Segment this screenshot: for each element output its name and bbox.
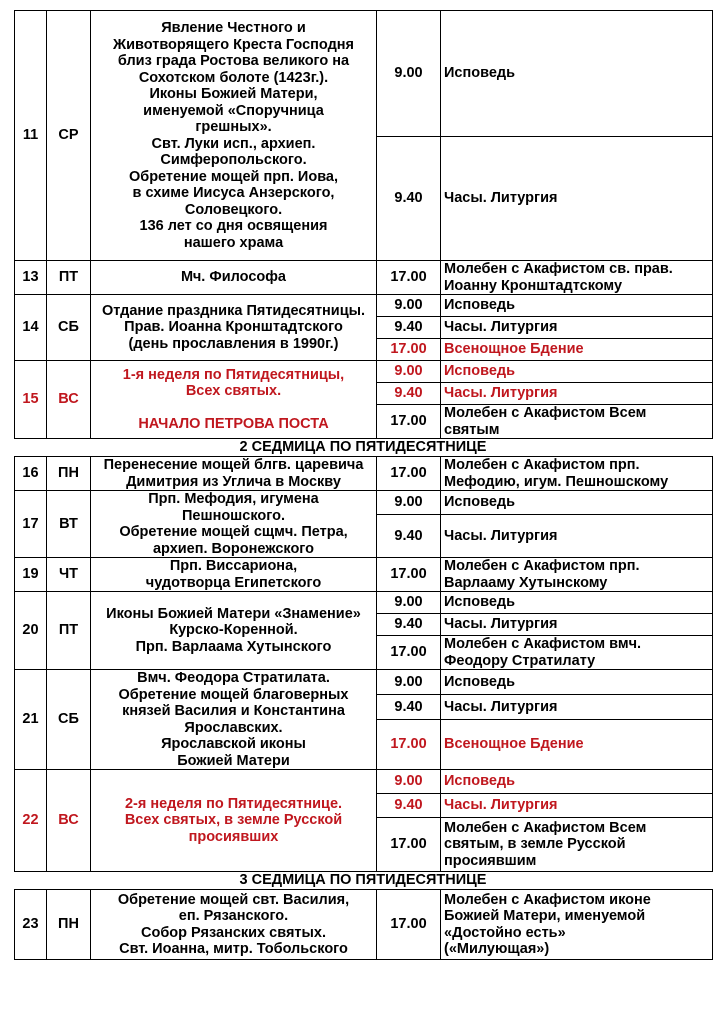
service-time: 17.00 [377, 818, 441, 872]
schedule-table-week3 [14, 889, 713, 960]
service-line: Варлааму Хутынскому [444, 574, 608, 591]
feast-description [91, 592, 377, 670]
weekday: ВТ [47, 491, 91, 558]
schedule-row [15, 295, 713, 317]
schedule-row [15, 558, 713, 592]
service-time: 9.40 [377, 317, 441, 339]
feast-line: именуемой «Споручница [143, 102, 324, 119]
service-time: 17.00 [377, 558, 441, 592]
feast-line: Обретение мощей сщмч. Петра, [119, 524, 348, 540]
weekday: ВС [47, 770, 91, 872]
service-time: 17.00 [377, 457, 441, 491]
weekday: СБ [47, 670, 91, 770]
feast-line: князей Василия и Константина [122, 703, 345, 719]
service-line: Исповедь [444, 773, 516, 790]
feast-line: грешных». [195, 119, 272, 135]
service-name [441, 383, 713, 405]
weekday: ПТ [47, 592, 91, 670]
feast-line: Пешношского. [182, 507, 285, 524]
service-name [441, 794, 713, 818]
feast-line: в схиме Иисуса Анзерского, [132, 185, 335, 201]
service-name [441, 818, 713, 872]
service-name [441, 457, 713, 491]
week-title-2: 2 СЕДМИЦА ПО ПЯТИДЕСЯТНИЦЕ [239, 439, 487, 455]
service-time: 9.00 [377, 592, 441, 614]
service-line: Исповедь [444, 65, 516, 82]
service-time: 17.00 [377, 339, 441, 361]
feast-line: Иконы Божией Матери «Знамение» [106, 605, 361, 622]
week-title-3: 3 СЕДМИЦА ПО ПЯТИДЕСЯТНИЦЕ [239, 872, 487, 888]
feast-line: 1-я неделя по Пятидесятницы, [122, 366, 345, 383]
service-name [441, 636, 713, 670]
service-line: Часы. Литургия [444, 385, 558, 402]
service-line: Часы. Литургия [444, 797, 558, 814]
feast-line: Иконы Божией Матери, [149, 86, 318, 102]
feast-description [91, 770, 377, 872]
feast-line: Обретение мощей благоверных [118, 686, 349, 703]
service-name [441, 614, 713, 636]
service-name [441, 670, 713, 695]
schedule-row [15, 592, 713, 614]
day-number: 17 [15, 491, 47, 558]
feast-line: Всех святых. [185, 383, 282, 399]
feast-description [91, 11, 377, 261]
service-line: Иоанну Кронштадтскому [444, 277, 623, 294]
feast-line: Сохотском болоте (1423г.). [138, 69, 329, 86]
service-time: 17.00 [377, 636, 441, 670]
feast-line: чудотворца Египетского [145, 574, 322, 591]
service-line: «Достойно есть» [444, 924, 566, 941]
feast-line: просиявших [188, 828, 279, 845]
feast-line: Прп. Варлаама Хутынского [135, 638, 332, 655]
weekday: ЧТ [47, 558, 91, 592]
service-line: («Милующая») [444, 941, 550, 957]
service-line: Мефодию, игум. Пешношскому [444, 473, 669, 490]
service-line: Исповедь [444, 363, 516, 380]
weekday: СР [47, 11, 91, 261]
schedule-row [15, 261, 713, 295]
service-line: Часы. Литургия [444, 190, 558, 207]
weekday: ПТ [47, 261, 91, 295]
service-name [441, 317, 713, 339]
service-line: Часы. Литургия [444, 616, 558, 633]
day-number: 11 [15, 11, 47, 261]
service-name [441, 137, 713, 261]
service-line: Исповедь [444, 297, 516, 314]
feast-line: Прав. Иоанна Кронштадтского [124, 319, 343, 336]
feast-line: Ярославской иконы [161, 736, 306, 752]
service-line: просиявшим [444, 852, 537, 869]
feast-line: Курско-Коренной. [169, 622, 298, 639]
weekday: СБ [47, 295, 91, 361]
feast-line: Ярославских. [184, 719, 283, 736]
service-name [441, 491, 713, 515]
feast-line: 136 лет со дня освящения [139, 218, 328, 234]
schedule-page [14, 10, 712, 960]
feast-line: Собор Рязанских святых. [141, 924, 326, 941]
schedule-table-week2 [14, 456, 713, 872]
day-number: 13 [15, 261, 47, 295]
schedule-row [15, 670, 713, 695]
service-time: 9.40 [377, 383, 441, 405]
service-name [441, 405, 713, 439]
feast-line: Димитрия из Углича в Москву [126, 473, 341, 490]
feast-line: Соловецкого. [184, 201, 283, 218]
schedule-row [15, 457, 713, 491]
feast-line: Свт. Иоанна, митр. Тобольского [119, 941, 348, 957]
service-name [441, 558, 713, 592]
feast-description [91, 670, 377, 770]
feast-line: близ града Ростова великого на [117, 53, 350, 69]
day-number: 20 [15, 592, 47, 670]
feast-line: архиеп. Воронежского [152, 540, 315, 557]
service-line: Молебен с Акафистом Всем [444, 405, 647, 421]
schedule-table-week1 [14, 10, 713, 439]
service-name [441, 295, 713, 317]
service-time: 9.00 [377, 670, 441, 695]
feast-line: еп. Рязанского. [178, 908, 289, 924]
feast-line: Животворящего Креста Господня [113, 36, 354, 53]
service-line: Молебен с Акафистом Всем [444, 819, 647, 836]
service-line: святым [444, 421, 500, 438]
day-number: 15 [15, 361, 47, 439]
service-time: 9.40 [377, 695, 441, 720]
feast-line: Всех святых, в земле Русской [124, 812, 343, 829]
service-name [441, 11, 713, 137]
service-line: Часы. Литургия [444, 527, 558, 544]
feast-line: Симферопольского. [160, 152, 307, 168]
schedule-row [15, 491, 713, 515]
service-name [441, 592, 713, 614]
service-time: 9.40 [377, 514, 441, 557]
schedule-row [15, 890, 713, 960]
service-line: Молебен с Акафистом св. прав. [444, 261, 673, 277]
feast-line: Явление Честного и [161, 20, 306, 36]
feast-description [91, 295, 377, 361]
feast-description [91, 361, 377, 439]
weekday: ВС [47, 361, 91, 439]
service-time: 9.00 [377, 770, 441, 794]
service-time: 9.40 [377, 614, 441, 636]
service-line: Всенощное Бдение [444, 736, 584, 753]
service-line: Молебен с Акафистом иконе [444, 891, 651, 908]
service-time: 17.00 [377, 405, 441, 439]
service-line: Исповедь [444, 594, 516, 611]
weekday: ПН [47, 457, 91, 491]
service-line: Молебен с Акафистом прп. [444, 457, 640, 473]
service-name [441, 339, 713, 361]
service-name [441, 261, 713, 295]
service-line: Всенощное Бдение [444, 341, 584, 358]
service-time: 9.00 [377, 491, 441, 515]
service-line: Часы. Литургия [444, 319, 558, 336]
service-name [441, 514, 713, 557]
service-time: 17.00 [377, 261, 441, 295]
feast-line: Перенесение мощей блгв. царевича [103, 457, 364, 473]
feast-description [91, 261, 377, 295]
feast-line [94, 400, 373, 417]
feast-line: Прп. Виссариона, [169, 558, 298, 574]
service-line: Молебен с Акафистом прп. [444, 558, 640, 574]
service-line: святым, в земле Русской [444, 836, 626, 853]
feast-line: Божией Матери [177, 752, 290, 769]
schedule-row [15, 770, 713, 794]
service-name [441, 361, 713, 383]
feast-description [91, 558, 377, 592]
service-name [441, 770, 713, 794]
service-time: 9.00 [377, 11, 441, 137]
service-line: Исповедь [444, 673, 516, 690]
feast-description [91, 457, 377, 491]
service-line: Молебен с Акафистом вмч. [444, 636, 642, 652]
feast-line: НАЧАЛО ПЕТРОВА ПОСТА [138, 416, 329, 432]
service-time: 9.00 [377, 361, 441, 383]
feast-line: Обретение мощей прп. Иова, [128, 168, 339, 185]
weekday: ПН [47, 890, 91, 960]
service-time: 17.00 [377, 720, 441, 770]
day-number: 14 [15, 295, 47, 361]
service-time: 17.00 [377, 890, 441, 960]
feast-line: Свт. Луки исп., архиеп. [151, 135, 316, 152]
day-number: 16 [15, 457, 47, 491]
feast-line: 2-я неделя по Пятидесятнице. [124, 795, 343, 812]
day-number: 23 [15, 890, 47, 960]
feast-line: Вмч. Феодора Стратилата. [137, 670, 330, 686]
feast-line: (день прославления в 1990г.) [128, 335, 339, 352]
schedule-row [15, 361, 713, 383]
service-line: Исповедь [444, 494, 516, 511]
feast-description [91, 491, 377, 558]
service-time: 9.00 [377, 295, 441, 317]
service-line: Божией Матери, именуемой [444, 908, 646, 924]
service-line: Часы. Литургия [444, 698, 558, 715]
feast-line: нашего храма [183, 234, 284, 251]
service-name [441, 695, 713, 720]
feast-line: Прп. Мефодия, игумена [148, 491, 319, 507]
service-name [441, 720, 713, 770]
service-line: Феодору Стратилату [444, 652, 596, 669]
service-time: 9.40 [377, 794, 441, 818]
service-name [441, 890, 713, 960]
feast-description [91, 890, 377, 960]
feast-line: Отдание праздника Пятидесятницы. [101, 302, 366, 319]
feast-line: Обретение мощей свт. Василия, [117, 891, 350, 908]
feast-line: Мч. Философа [180, 269, 286, 286]
day-number: 22 [15, 770, 47, 872]
day-number: 19 [15, 558, 47, 592]
schedule-row [15, 11, 713, 137]
service-time: 9.40 [377, 137, 441, 261]
day-number: 21 [15, 670, 47, 770]
